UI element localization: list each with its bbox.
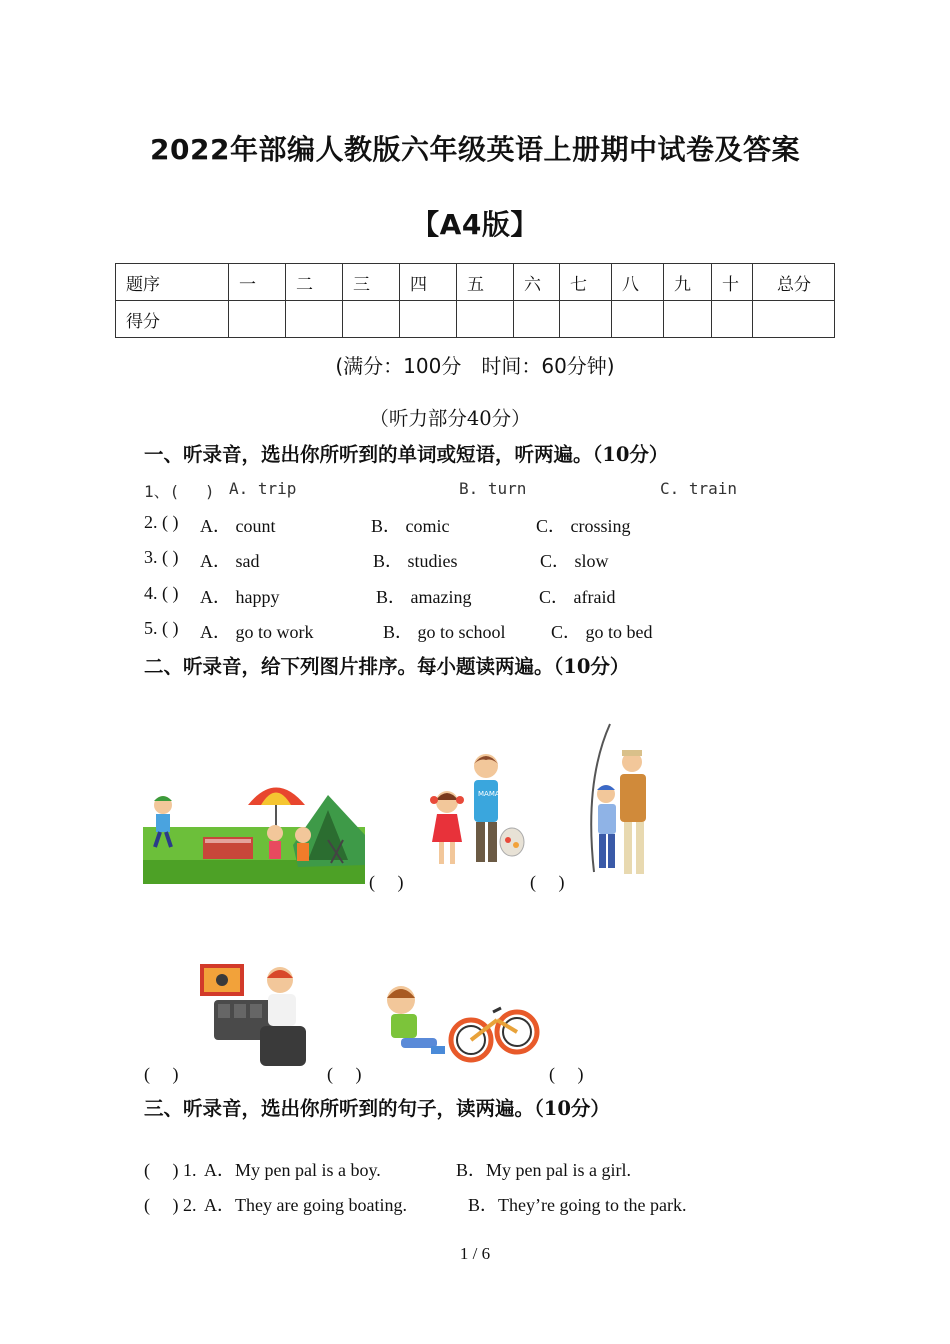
table-cell: 总分	[753, 264, 835, 301]
q3-number: 3. ( )	[144, 547, 179, 567]
score-input-cell[interactable]	[612, 301, 664, 338]
cinema-picture	[196, 960, 318, 1070]
score-table	[115, 263, 835, 338]
q1-option-a: A. trip	[229, 479, 297, 498]
s3-q1-option-a: A．My pen pal is a boy.	[204, 1160, 381, 1180]
q5-option-b: B． go to school	[383, 622, 506, 642]
table-cell: 题序	[116, 264, 229, 301]
q3-option-b: B． studies	[373, 551, 458, 571]
q5-option-c: C． go to bed	[551, 622, 653, 642]
q1-option-c: C. train	[660, 479, 738, 498]
score-input-cell[interactable]	[712, 301, 753, 338]
score-input-cell[interactable]	[343, 301, 400, 338]
table-cell: 三	[343, 264, 400, 301]
s3-q1-number: ( ) 1.	[144, 1160, 197, 1180]
q5-option-a: A． go to work	[200, 622, 314, 642]
score-table-score-row	[116, 301, 835, 338]
score-input-cell[interactable]	[229, 301, 286, 338]
q5-number: 5. ( )	[144, 618, 179, 638]
s3-q1-option-b: B．My pen pal is a girl.	[456, 1160, 631, 1180]
score-table-header-row	[116, 264, 835, 301]
q2-number: 2. ( )	[144, 512, 179, 532]
table-cell: 六	[514, 264, 560, 301]
document-title: 2022年部编人教版六年级英语上册期中试卷及答案	[150, 133, 800, 166]
svg-text:MAMA: MAMA	[478, 790, 500, 798]
table-cell: 五	[457, 264, 514, 301]
page-number: 1 / 6	[459, 1244, 491, 1263]
answer-blank-1[interactable]: ( )	[369, 872, 404, 892]
q4-option-c: C． afraid	[539, 587, 616, 607]
father-daughter-picture	[420, 750, 528, 880]
score-input-cell[interactable]	[400, 301, 457, 338]
table-cell: 七	[560, 264, 612, 301]
q1-option-b: B. turn	[459, 479, 527, 498]
table-cell: 九	[664, 264, 712, 301]
score-input-cell[interactable]	[664, 301, 712, 338]
table-cell: 一	[229, 264, 286, 301]
document-subtitle: 【A4版】	[411, 208, 539, 241]
section1-heading: 一、听录音，选出你所听到的单词或短语，听两遍。（10分）	[144, 443, 669, 466]
score-input-cell[interactable]	[514, 301, 560, 338]
s3-q2-option-a: A．They are going boating.	[204, 1195, 407, 1215]
q2-option-b: B． comic	[371, 516, 450, 536]
score-input-cell[interactable]	[560, 301, 612, 338]
q4-number: 4. ( )	[144, 583, 179, 603]
section3-heading: 三、听录音，选出你所听到的句子，读两遍。（10分）	[144, 1097, 610, 1120]
table-cell: 八	[612, 264, 664, 301]
q2-option-c: C． crossing	[536, 516, 631, 536]
table-cell: 二	[286, 264, 343, 301]
s3-q2-number: ( ) 2.	[144, 1195, 197, 1215]
q1-number: 1、( )	[144, 482, 215, 501]
answer-blank-2[interactable]: ( )	[530, 872, 565, 892]
exam-info: (满分：100分 时间：60分钟)	[335, 354, 615, 378]
picnic-picture	[143, 775, 365, 884]
q2-option-a: A． count	[200, 516, 276, 536]
table-cell: 十	[712, 264, 753, 301]
grandpa-fishing-picture	[584, 722, 660, 882]
answer-blank-5[interactable]: ( )	[549, 1064, 584, 1084]
score-input-cell[interactable]	[457, 301, 514, 338]
s3-q2-option-b: B．They’re going to the park.	[468, 1195, 687, 1215]
answer-blank-3[interactable]: ( )	[144, 1064, 179, 1084]
table-cell: 得分	[116, 301, 229, 338]
table-cell: 四	[400, 264, 457, 301]
q4-option-a: A． happy	[200, 587, 280, 607]
answer-blank-4[interactable]: ( )	[327, 1064, 362, 1084]
score-input-cell[interactable]	[286, 301, 343, 338]
listening-part-label: （听力部分40分）	[369, 407, 531, 430]
section2-heading: 二、听录音，给下列图片排序。每小题读两遍。（10分）	[144, 655, 630, 678]
q4-option-b: B． amazing	[376, 587, 472, 607]
score-input-cell[interactable]	[753, 301, 835, 338]
q3-option-c: C． slow	[540, 551, 609, 571]
q3-option-a: A． sad	[200, 551, 260, 571]
boy-bike-picture	[377, 980, 545, 1072]
